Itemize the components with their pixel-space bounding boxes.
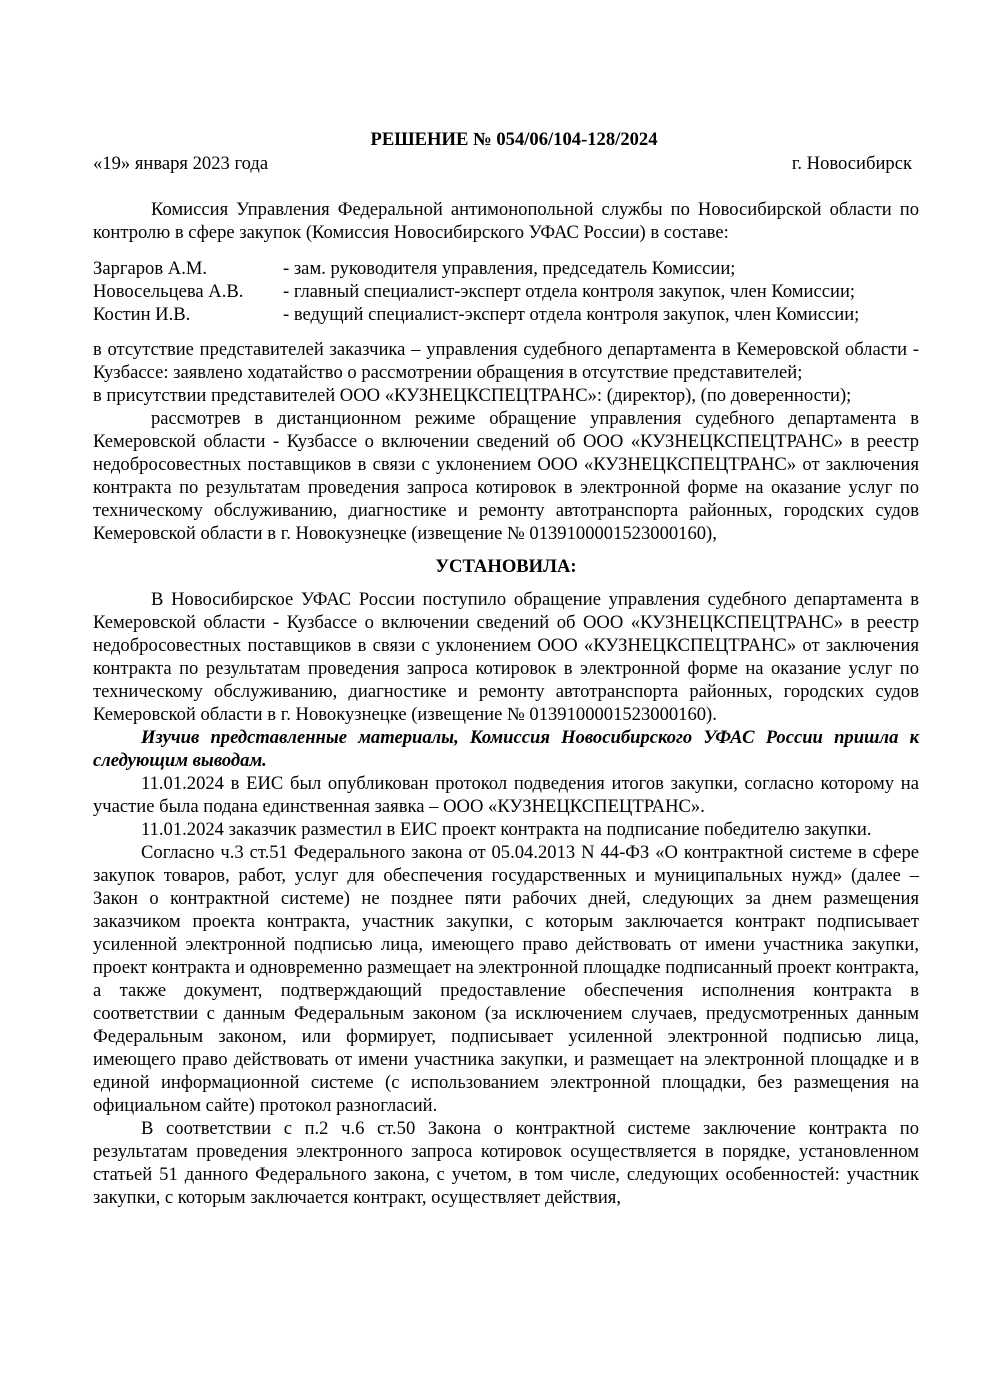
decision-city: г. Новосибирск bbox=[791, 153, 912, 174]
member-role: - главный специалист-эксперт отдела контроля закупок, член Комиссии; bbox=[283, 281, 856, 302]
date-city-row bbox=[93, 152, 912, 175]
member-name: Заргаров А.М. bbox=[93, 258, 208, 279]
paragraph-conclusion: Изучив представленные материалы, Комиссия Новосибирского УФАС России пришла к следующим выводам. bbox=[93, 727, 919, 771]
decision-date: «19» января 2023 года bbox=[93, 153, 269, 174]
commission-intro: Комиссия Управления Федеральной антимонопольной службы по Новосибирской области по контролю в сфере закупок (Комиссия Новосибирского УФАС России) в составе: bbox=[93, 199, 919, 243]
considered-paragraph: рассмотрев в дистанционном режиме обращение управления судебного департамента в Кемеровской области - Кузбассе о включении сведений об ООО «КУЗНЕЦКСПЕЦТРАНС» в реестр недобросовестных поставщиков в связи с уклонением ООО «КУЗНЕЦКСПЕЦТРАНС» от заключения контракта по результатам проведения запроса котировок в электронной форме на оказание услуг по техническому обслуживанию, диагностике и ремонту автотранспорта районных, городских судов Кемеровской области в г. Новокузнецке (извещение № 0139100001523000160), bbox=[93, 408, 919, 544]
paragraph-complaint: В Новосибирское УФАС России поступило обращение управления судебного департамента в Кемеровской области - Кузбассе о включении сведений об ООО «КУЗНЕЦКСПЕЦТРАНС» в реестр недобросовестных поставщиков в связи с уклонением ООО «КУЗНЕЦКСПЕЦТРАНС» от заключения контракта по результатам проведения запроса котировок в электронной форме на оказание услуг по техническому обслуживанию, диагностике и ремонту автотранспорта районных, городских судов Кемеровской области в г. Новокузнецке (извещение № 0139100001523000160). bbox=[93, 589, 919, 725]
member-row bbox=[93, 280, 919, 303]
decision-title: РЕШЕНИЕ № 054/06/104-128/2024 bbox=[370, 129, 658, 150]
commission-members bbox=[93, 257, 919, 326]
document-page bbox=[93, 128, 919, 1209]
member-role: - зам. руководителя управления, председатель Комиссии; bbox=[283, 258, 736, 279]
absence-paragraph: в отсутствие представителей заказчика – управления судебного департамента в Кемеровской области - Кузбассе: заявлено ходатайство о рассмотрении обращения в отсутствие представителей; bbox=[93, 339, 919, 383]
paragraph-law-50: В соответствии с п.2 ч.6 ст.50 Закона о контрактной системе заключение контракта по результатам проведения электронного запроса котировок осуществляется в порядке, установленном статьей 51 данного Федерального закона, с учетом, в том числе, следующих особенностей: участник закупки, с которым заключается контракт, осуществляет действия, bbox=[93, 1118, 919, 1208]
presence-paragraph: в присутствии представителей ООО «КУЗНЕЦКСПЕЦТРАНС»: (директор), (по доверенности); bbox=[93, 385, 852, 406]
member-role: - ведущий специалист-эксперт отдела контроля закупок, член Комиссии; bbox=[283, 304, 860, 325]
member-row bbox=[93, 303, 919, 326]
paragraph-draft-contract: 11.01.2024 заказчик разместил в ЕИС проект контракта на подписание победителю закупки. bbox=[141, 819, 872, 840]
member-name: Новосельцева А.В. bbox=[93, 281, 244, 302]
paragraph-law-51: Согласно ч.3 ст.51 Федерального закона от 05.04.2013 N 44-ФЗ «О контрактной системе в сфере закупок товаров, работ, услуг для обеспечения государственных и муниципальных нужд» (далее – Закон о контрактной системе) не позднее пяти рабочих дней, следующих за днем размещения заказчиком проекта контракта, участник закупки, с которым заключается контракт подписывает усиленной электронной подписью лица, имеющего право действовать от имени участника закупки, проект контракта и одновременно размещает на электронной площадке подписанный проект контракта, а также документ, подтверждающий предоставление обеспечения исполнения контракта в соответствии с данным Федеральным законом (за исключением случаев, предусмотренных данным Федеральным законом, или формирует, подписывает усиленной электронной подписью лица, имеющего право действовать от имени участника закупки, и размещает на электронной площадке и в единой информационной системе (с использованием электронной площадки, без размещения на официальном сайте) протокол разногласий. bbox=[93, 842, 919, 1116]
established-heading: УСТАНОВИЛА: bbox=[435, 556, 577, 577]
paragraph-protocol: 11.01.2024 в ЕИС был опубликован протокол подведения итогов закупки, согласно которому на участие была подана единственная заявка – ООО «КУЗНЕЦКСПЕЦТРАНС». bbox=[93, 773, 919, 817]
member-name: Костин И.В. bbox=[93, 304, 191, 325]
member-row bbox=[93, 257, 919, 280]
